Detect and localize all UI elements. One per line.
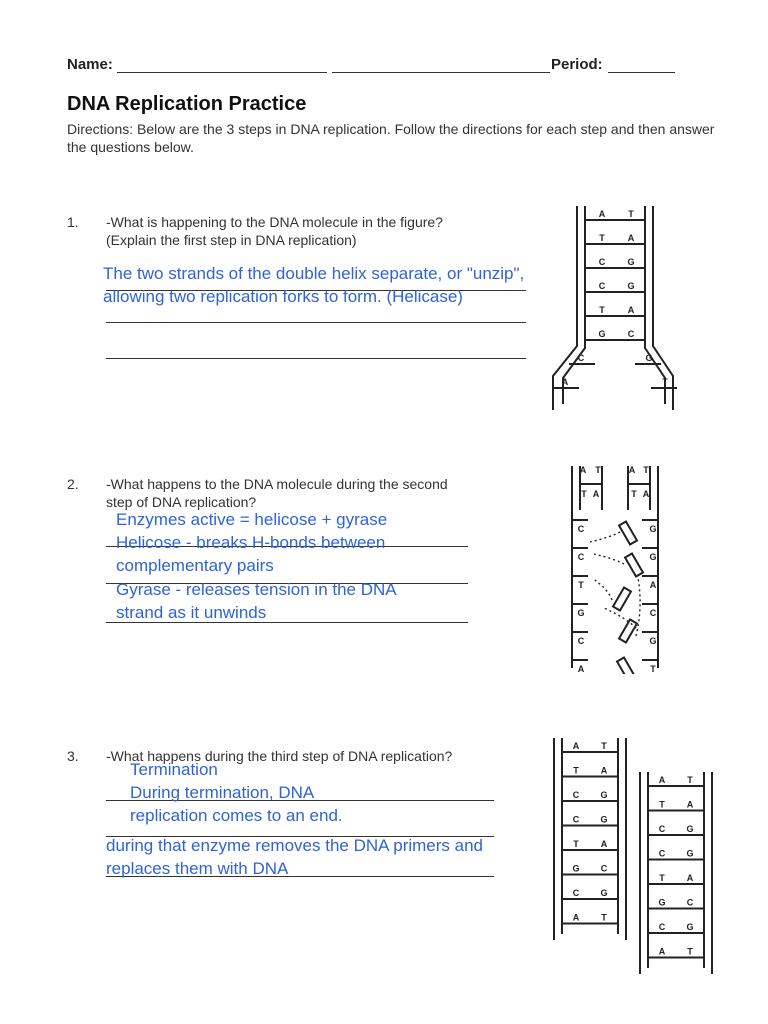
base-letter: C (658, 848, 666, 859)
base-letter: A (572, 912, 580, 923)
name-line[interactable] (117, 72, 327, 73)
directions-text: Directions: Below are the 3 steps in DNA replication. Follow the directions for each step and then answer the questions below. (67, 121, 715, 155)
base-letter: T (581, 489, 587, 499)
base-letter: T (659, 873, 665, 883)
question-1-number: 1. (67, 214, 79, 230)
base-letter: C (686, 897, 694, 908)
answer-2-line-5: strand as it unwinds (116, 603, 267, 622)
question-3-line-1: -What happens during the third step of DNA replication? (106, 748, 453, 764)
base-letter: T (601, 912, 607, 923)
base-letter: G (600, 814, 608, 825)
question-2-number: 2. (67, 476, 79, 492)
base-letter: T (599, 233, 605, 243)
base-letter: A (658, 775, 666, 785)
page-title: DNA Replication Practice (67, 93, 307, 115)
base-letter: A (627, 233, 635, 243)
base-letter: C (577, 552, 585, 562)
base-letter: G (658, 897, 666, 908)
answer-3-line-5: replaces them with DNA (106, 859, 289, 878)
base-letter: T (650, 664, 656, 674)
answer-3-line-4: during that enzyme removes the DNA primers and (106, 836, 484, 855)
answer-line[interactable] (106, 358, 526, 359)
period-line[interactable] (608, 72, 675, 73)
answer-1-line-2: allowing two replication forks to form. (Helicase) (103, 287, 463, 306)
left-backbone-inner (563, 206, 585, 404)
base-letter: C (577, 353, 585, 363)
base-letter: C (598, 281, 606, 291)
answer-2-line-2: Helicose - breaks H-bonds between (116, 533, 386, 552)
base-letter: T (628, 209, 634, 219)
free-nucleotide (617, 657, 635, 674)
base-letter: C (577, 524, 585, 534)
base-letter: A (561, 377, 569, 387)
base-letter: T (573, 839, 579, 849)
name-line-2[interactable] (332, 72, 550, 73)
base-letter: G (600, 790, 608, 800)
base-letter: A (686, 799, 694, 810)
question-3-number: 3. (67, 748, 79, 764)
answer-3-line-3: replication comes to an end. (130, 806, 343, 825)
base-letter: G (686, 848, 694, 859)
base-letter: A (627, 305, 635, 315)
question-1-line-2: (Explain the first step in DNA replication) (106, 232, 357, 248)
base-letter: A (572, 741, 580, 751)
base-letter: T (687, 775, 693, 785)
base-letter: C (649, 608, 657, 618)
base-letter: C (572, 790, 580, 800)
answer-1-line-1: The two strands of the double helix separate, or "unzip", (103, 264, 525, 283)
base-letter: A (658, 946, 666, 957)
base-letter: G (572, 863, 580, 874)
base-letter: A (686, 873, 694, 883)
base-letter: T (595, 465, 601, 475)
name-label: Name: (67, 56, 113, 73)
base-letter: T (659, 799, 665, 810)
base-letter: G (649, 636, 657, 646)
base-letter: G (649, 552, 657, 562)
base-letter: A (598, 209, 606, 219)
base-letter: T (662, 377, 668, 387)
base-letter: G (577, 608, 585, 618)
base-letter: T (687, 946, 693, 957)
base-letter: C (572, 888, 580, 898)
free-nucleotide (619, 521, 637, 544)
base-letter: C (572, 814, 580, 825)
free-nucleotide (625, 553, 643, 576)
figure-2-replication-enzymes (566, 460, 676, 674)
base-letter: A (592, 489, 600, 499)
base-letter: C (600, 863, 608, 874)
base-letter: A (642, 489, 650, 499)
period-label: Period: (551, 56, 603, 73)
nucleotide-path-arrow (594, 554, 624, 564)
figure-3-daughter-molecules (548, 734, 718, 980)
nucleotide-path-arrow (590, 532, 620, 542)
answer-2-line-1: Enzymes active = helicose + gyrase (116, 510, 388, 529)
base-letter: G (686, 824, 694, 834)
right-backbone-inner (645, 206, 665, 404)
base-letter: C (577, 636, 585, 646)
base-letter: T (573, 765, 579, 776)
base-letter: G (686, 922, 694, 932)
base-letter: G (645, 353, 653, 363)
base-letter: G (627, 257, 635, 267)
answer-3-line-1: Termination (130, 760, 218, 779)
answer-3-line-2: During termination, DNA (130, 783, 315, 802)
base-letter: G (600, 888, 608, 898)
base-letter: T (643, 465, 649, 475)
answer-line[interactable] (106, 322, 526, 323)
free-nucleotide (613, 587, 631, 610)
question-2-line-1: -What happens to the DNA molecule during the second (106, 476, 448, 492)
base-letter: G (649, 524, 657, 534)
base-letter: G (598, 329, 606, 339)
base-letter: A (579, 465, 587, 475)
base-letter: A (600, 765, 608, 776)
answer-2-line-4: Gyrase - releases tension in the DNA (116, 580, 397, 599)
base-letter: T (631, 489, 637, 499)
nucleotide-path-arrow (636, 578, 640, 636)
base-letter: A (649, 580, 657, 590)
base-letter: T (599, 305, 605, 315)
base-letter: T (601, 741, 607, 751)
base-letter: A (600, 839, 608, 849)
base-letter: C (658, 824, 666, 834)
base-letter: A (628, 465, 636, 475)
nucleotide-path-arrow (592, 578, 612, 600)
base-letter: C (598, 257, 606, 267)
free-nucleotide (619, 619, 637, 642)
base-letter: A (577, 664, 585, 674)
question-1-line-1: -What is happening to the DNA molecule in the figure? (106, 214, 443, 230)
figure-1-dna-unzipping (545, 198, 680, 416)
base-letter: C (658, 922, 666, 932)
question-2-line-2: step of DNA replication? (106, 494, 257, 510)
base-letter: G (627, 281, 635, 291)
answer-2-line-3: complementary pairs (116, 556, 274, 575)
base-letter: T (578, 580, 584, 590)
base-letter: C (627, 329, 635, 339)
